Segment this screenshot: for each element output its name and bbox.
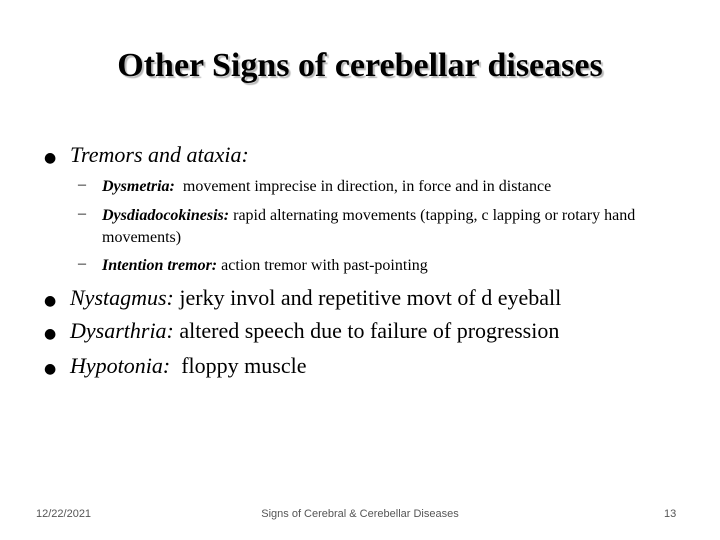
dash-icon: –: [78, 176, 86, 193]
dash-icon: –: [78, 255, 86, 272]
bullet-nystagmus: [70, 285, 561, 311]
bullet-icon: ●: [44, 150, 57, 166]
bullet-text: altered speech due to failure of progression: [179, 318, 560, 343]
page-number: 13: [664, 508, 677, 520]
bullet-icon: ●: [44, 293, 57, 309]
bullet-text: floppy muscle: [181, 353, 307, 378]
sub-item-term: Dysdiadocokinesis:: [102, 207, 230, 224]
footer-title: Signs of Cerebral & Cerebellar Diseases: [261, 508, 459, 520]
slide-title: Other Signs of cerebellar diseases: [117, 47, 603, 84]
bullet-icon: ●: [44, 326, 57, 342]
sub-item-dysdiadocokinesis: [102, 205, 687, 248]
sub-item-term: Intention tremor:: [102, 257, 218, 274]
sub-item-text: rapid alternating movements (tapping, c lapping or rotary hand movements): [102, 207, 636, 246]
bullet-text: jerky invol and repetitive movt of d eyeball: [179, 285, 562, 310]
bullet-dysarthria: [70, 318, 559, 344]
sub-item-text: movement imprecise in direction, in force and in distance: [182, 178, 552, 195]
sub-item-text: action tremor with past-pointing: [221, 257, 428, 274]
bullet-icon: ●: [44, 361, 57, 377]
bullet-hypotonia: [70, 353, 306, 379]
bullet-tremors: [70, 142, 249, 168]
sub-item-dysmetria: [102, 176, 702, 198]
sub-item-term: Dysmetria:: [102, 178, 175, 195]
bullet-term: Nystagmus:: [70, 285, 174, 310]
sub-item-intention-tremor: [102, 255, 702, 277]
bullet-term: Tremors and ataxia:: [70, 142, 249, 167]
bullet-term: Dysarthria:: [70, 318, 174, 343]
dash-icon: –: [78, 205, 86, 222]
bullet-term: Hypotonia:: [70, 353, 171, 378]
footer-date: 12/22/2021: [36, 508, 92, 520]
